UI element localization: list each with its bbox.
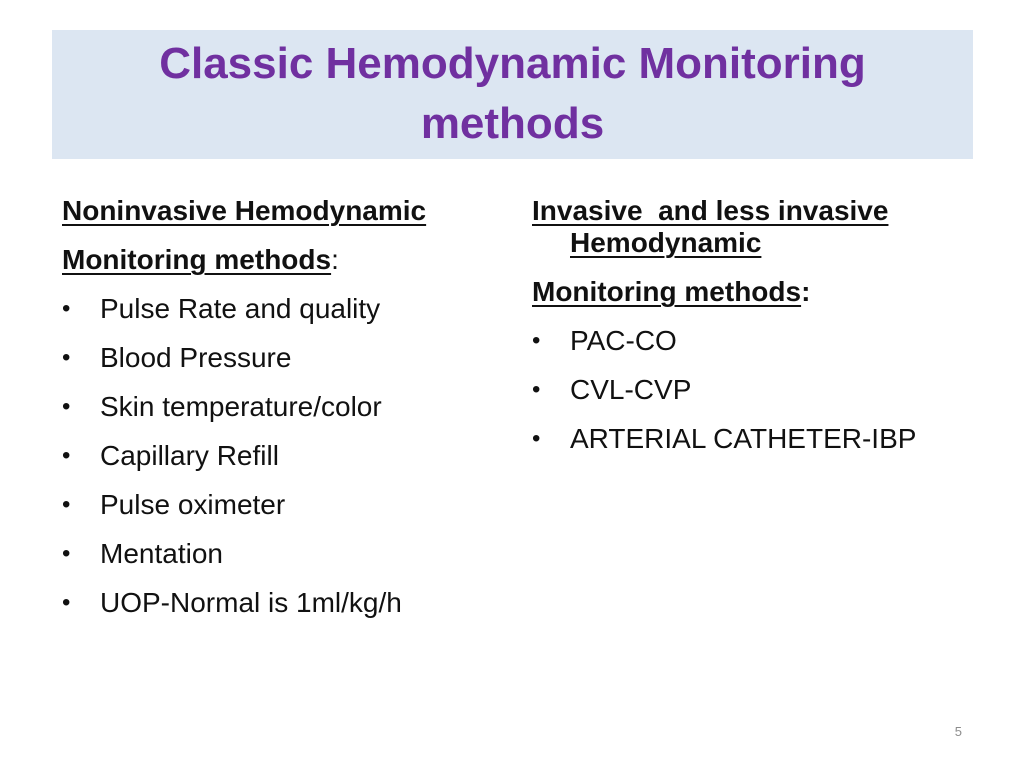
list-item [62, 480, 502, 529]
noninvasive-heading-colon: : [331, 244, 339, 275]
list-item-text: Pulse Rate and quality [100, 293, 381, 324]
list-item-text: UOP-Normal is 1ml/kg/h [100, 587, 402, 618]
slide-title-line2: methods [420, 99, 605, 148]
bullet-icon: • [532, 376, 541, 403]
list-item-text: Capillary Refill [100, 440, 279, 471]
list-item [532, 316, 972, 365]
noninvasive-heading-text2: Monitoring methods [62, 244, 332, 275]
slide-title-line1: Classic Hemodynamic Monitoring [159, 39, 866, 88]
list-item [62, 529, 502, 578]
list-item [532, 365, 972, 414]
bullet-icon: • [532, 327, 541, 354]
list-item-text: Skin temperature/color [100, 391, 382, 422]
list-item [62, 333, 502, 382]
list-item-text: Mentation [100, 538, 223, 569]
invasive-heading-line2 [532, 226, 972, 260]
invasive-heading-text3: Monitoring methods [532, 276, 802, 307]
list-item-text: Blood Pressure [100, 342, 292, 373]
noninvasive-heading-text1: Noninvasive Hemodynamic [62, 195, 427, 226]
list-item [62, 284, 502, 333]
bullet-icon: • [532, 425, 541, 452]
invasive-heading-colon: : [801, 276, 811, 307]
bullet-icon: • [62, 295, 71, 322]
list-item [532, 414, 972, 463]
list-item-text: ARTERIAL CATHETER-IBP [570, 423, 917, 454]
invasive-heading-line3 [532, 267, 972, 316]
page-number: 5 [954, 724, 962, 739]
bullet-icon: • [62, 344, 71, 371]
list-item [62, 578, 502, 627]
list-item-text: PAC-CO [570, 325, 677, 356]
invasive-heading-text2: Hemodynamic [570, 227, 762, 258]
list-item-text: CVL-CVP [570, 374, 692, 405]
noninvasive-methods-list [62, 284, 502, 627]
list-item [62, 431, 502, 480]
invasive-heading-text1: Invasive and less invasive [532, 195, 889, 226]
invasive-column [532, 186, 972, 463]
invasive-methods-list [532, 316, 972, 463]
noninvasive-column [62, 186, 502, 627]
list-item [62, 382, 502, 431]
bullet-icon: • [62, 589, 71, 616]
bullet-icon: • [62, 540, 71, 567]
noninvasive-heading-line1 [62, 186, 502, 235]
bullet-icon: • [62, 442, 71, 469]
noninvasive-heading-line2 [62, 235, 502, 284]
slide-title [52, 34, 973, 154]
list-item-text: Pulse oximeter [100, 489, 286, 520]
bullet-icon: • [62, 491, 71, 518]
bullet-icon: • [62, 393, 71, 420]
